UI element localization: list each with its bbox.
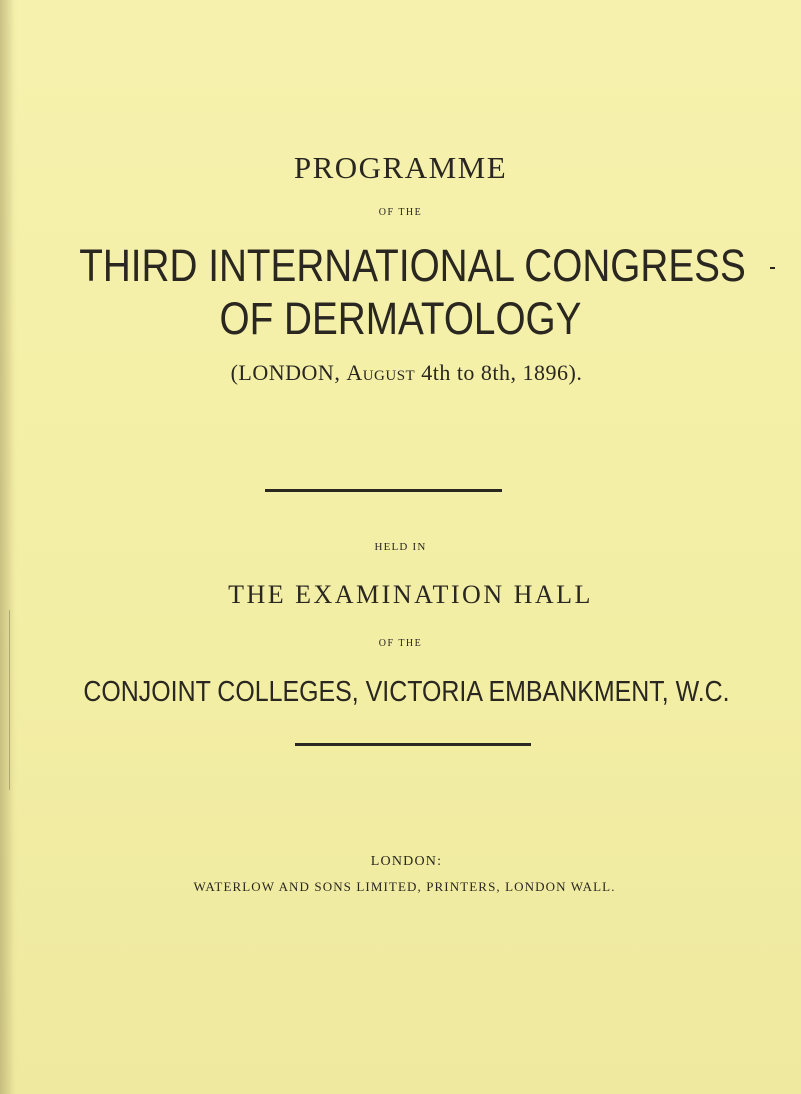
divider-rule-1 <box>265 489 502 492</box>
dates-month: August <box>346 360 416 385</box>
congress-dates <box>6 360 801 386</box>
divider-rule-2 <box>295 743 531 746</box>
dates-rest: 4th to 8th, 1896). <box>415 360 583 385</box>
imprint-printers: WATERLOW AND SONS LIMITED, PRINTERS, LONDON WALL. <box>193 879 616 894</box>
margin-mark <box>770 267 775 269</box>
of-the-caption-2: OF THE <box>378 638 423 649</box>
venue-detail: CONJOINT COLLEGES, VICTORIA EMBANKMENT, W.C. <box>83 676 730 708</box>
programme-heading: PROGRAMME <box>293 150 508 185</box>
of-the-caption-1: OF THE <box>378 207 423 218</box>
congress-title-line-2: OF DERMATOLOGY <box>219 293 582 344</box>
dates-open: (LONDON, <box>230 360 347 385</box>
congress-title-line-1: THIRD INTERNATIONAL CONGRESS <box>79 240 746 291</box>
imprint-city: LONDON: <box>370 854 443 869</box>
held-in-caption: HELD IN <box>374 541 427 553</box>
page-edge-line <box>9 610 10 790</box>
venue-name: THE EXAMINATION HALL <box>228 580 593 609</box>
